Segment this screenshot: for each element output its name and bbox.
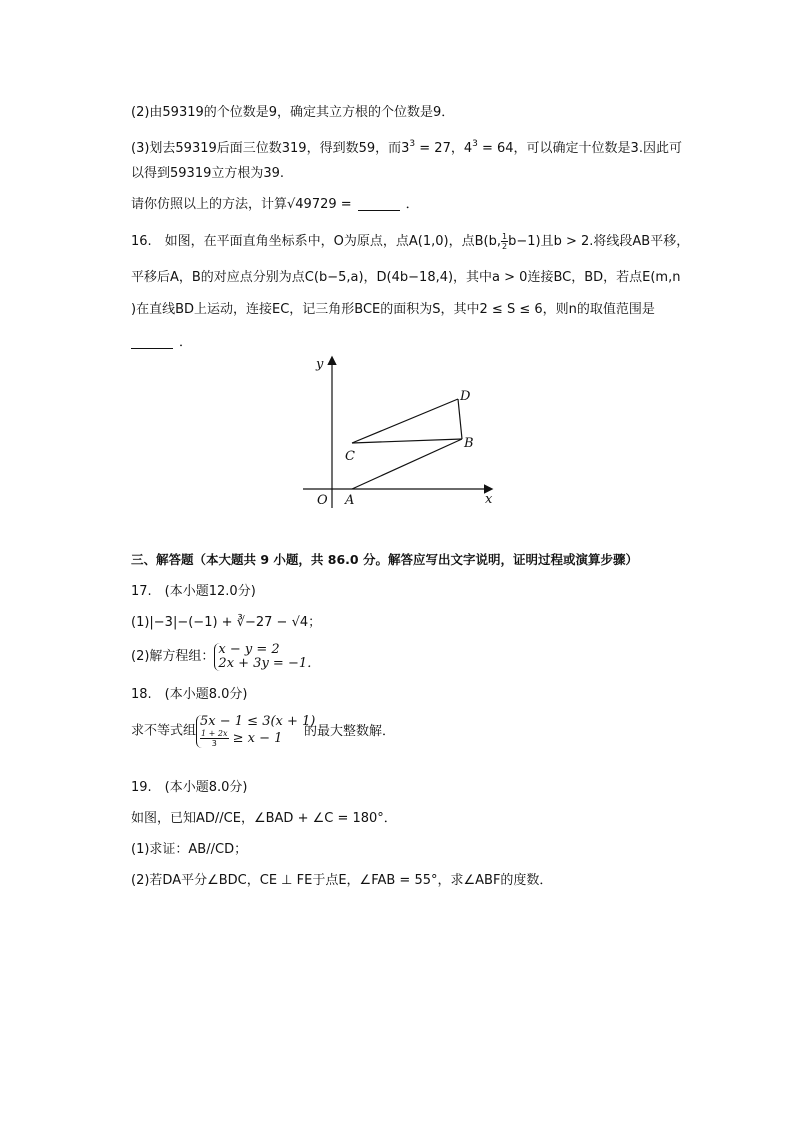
label-x: x bbox=[485, 492, 493, 507]
q15-step3-a: (3)划去59319后面三位数319，得到数59，而3 bbox=[131, 141, 410, 156]
q18-ineq2-rest: ≥ x − 1 bbox=[232, 731, 283, 746]
label-o: O bbox=[317, 493, 328, 508]
answer-blank bbox=[131, 334, 173, 349]
q15-step3-exp1: 3 bbox=[409, 139, 416, 149]
q16-line4-end: ． bbox=[179, 335, 193, 350]
q16-line2: 平移后A，B的对应点分别为点C(b−5,a)，D(4b−18,4)，其中a > 0连接BC，BD，若点E(m,n bbox=[131, 270, 681, 285]
label-c: C bbox=[345, 449, 355, 464]
q16-line1-a: 16. 如图，在平面直角坐标系中，O为原点，点A(1,0)，点B(b, bbox=[131, 234, 501, 249]
q18-frac-num: 1 + 2x bbox=[201, 729, 228, 738]
q18-suffix: 的最大整数解． bbox=[304, 723, 396, 739]
q15-step3-exp2: 3 bbox=[472, 139, 478, 149]
label-y: y bbox=[316, 357, 324, 372]
q17-part2-label: (2)解方程组： bbox=[131, 649, 215, 664]
segment-ab bbox=[352, 439, 462, 489]
q18-body bbox=[131, 715, 395, 748]
q17-part1: (1)|−3|−(−1) + ∛−27 − √4； bbox=[131, 615, 322, 630]
q18-prefix: 求不等式组 bbox=[131, 723, 197, 739]
q15-step3-e: = 64，可以确定十位数是3.因此可 bbox=[477, 141, 682, 156]
segment-cd bbox=[352, 399, 458, 443]
q17-eq2: 2x + 3y = −1． bbox=[218, 656, 321, 671]
q15-step3-c: = 27，4 bbox=[415, 141, 473, 156]
q15-step3-cont: 以得到59319立方根为39. bbox=[131, 166, 285, 181]
q17-part2 bbox=[131, 643, 320, 671]
q15-ask-text: 请你仿照以上的方法，计算√49729 = bbox=[131, 197, 352, 212]
q16-line4 bbox=[131, 333, 192, 353]
q19-part2: (2)若DA平分∠BDC，CE ⊥ FE于点E，∠FAB = 55°，求∠ABF的度数． bbox=[131, 873, 553, 888]
segment-db bbox=[458, 399, 462, 439]
label-d: D bbox=[460, 389, 471, 404]
q18-frac-den: 3 bbox=[211, 739, 217, 748]
coordinate-figure bbox=[295, 352, 505, 517]
q18-ineq1: 5x − 1 ≤ 3(x + 1) bbox=[200, 714, 316, 729]
answer-blank bbox=[358, 196, 400, 211]
q16-frac-num: 1 bbox=[502, 232, 508, 241]
q15-ask bbox=[131, 195, 419, 215]
q16-line3: )在直线BD上运动，连接EC，记三角形BCE的面积为S，其中2 ≤ S ≤ 6，则n的取值范围是 bbox=[131, 302, 655, 317]
q17-title: 17. (本小题12.0分) bbox=[131, 584, 256, 599]
q16-line1 bbox=[131, 232, 689, 252]
q18-ineq2 bbox=[200, 729, 298, 748]
q18-fraction bbox=[200, 729, 228, 748]
q15-step2: (2)由59319的个位数是9，确定其立方根的个位数是9． bbox=[131, 105, 455, 120]
q15-step3 bbox=[131, 134, 682, 159]
q15-ask-end: ． bbox=[405, 197, 419, 212]
q19-part1: (1)求证：AB//CD； bbox=[131, 842, 248, 857]
equation-system bbox=[214, 643, 320, 671]
q19-title: 19. (本小题8.0分) bbox=[131, 780, 248, 795]
label-b: B bbox=[464, 436, 474, 451]
q18-title: 18. (本小题8.0分) bbox=[131, 687, 248, 702]
q17-eq1: x − y = 2 bbox=[218, 642, 280, 657]
q19-given: 如图，已知AD//CE，∠BAD + ∠C = 180°． bbox=[131, 811, 397, 826]
section-heading: 三、解答题（本大题共 9 小题，共 86.0 分。解答应写出文字说明，证明过程或演算步骤） bbox=[131, 552, 638, 567]
label-a: A bbox=[345, 493, 355, 508]
segment-cb bbox=[352, 439, 462, 443]
inequality-system bbox=[196, 714, 316, 748]
q16-frac-den: 2 bbox=[502, 242, 508, 251]
q16-line1-b: b−1)且b > 2.将线段AB平移， bbox=[508, 234, 690, 249]
